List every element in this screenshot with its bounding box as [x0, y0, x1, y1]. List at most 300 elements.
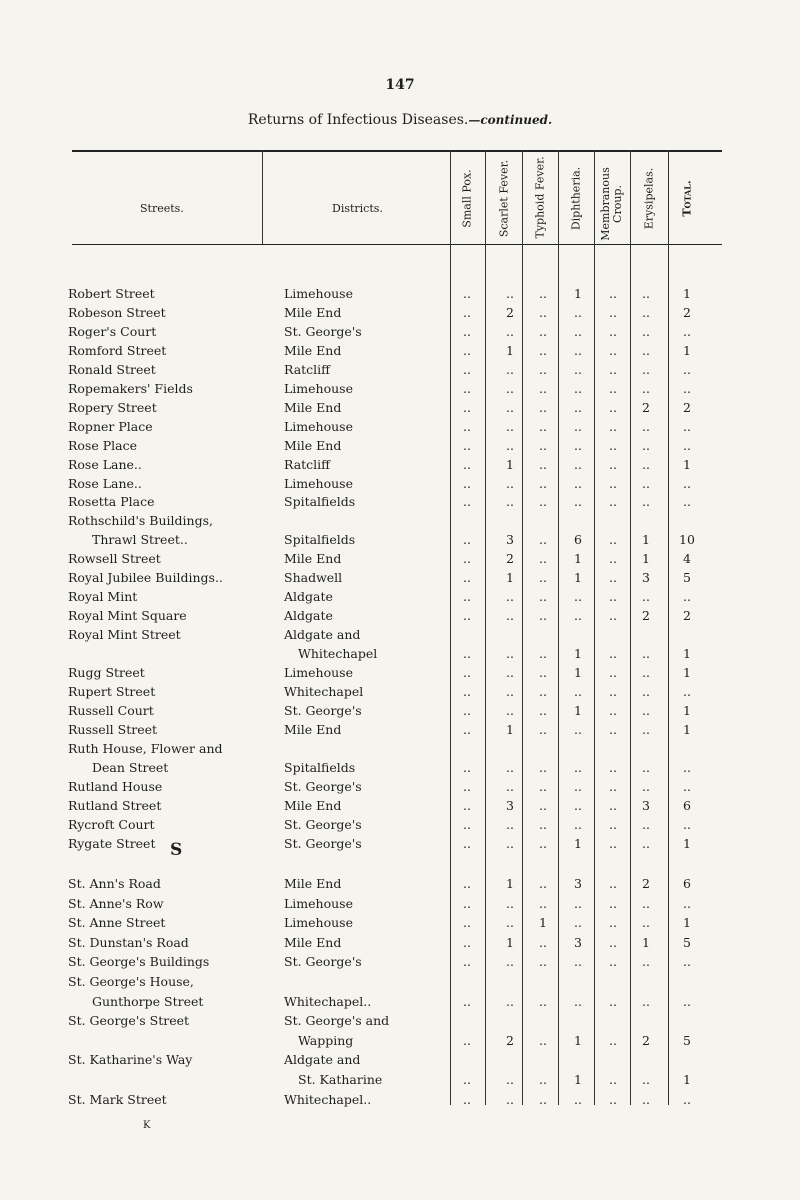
table-row	[0, 342, 800, 359]
value-cell: 4	[683, 551, 691, 567]
district-name: Limehouse	[284, 286, 353, 301]
value-cell: 1	[683, 1072, 691, 1087]
value-cell: ..	[463, 797, 471, 813]
value-cell: ..	[539, 361, 547, 377]
street-name: Ropner Place	[68, 418, 153, 434]
value-cell: ..	[683, 816, 691, 832]
value-cell: 2	[683, 399, 691, 415]
value-cell: ..	[642, 816, 650, 832]
value-cell: ..	[609, 665, 617, 680]
value-cell: 1	[506, 934, 514, 950]
value-cell: ..	[463, 702, 471, 718]
value-cell: 1	[683, 286, 691, 301]
value-cell: ..	[683, 323, 691, 339]
value-cell: ..	[539, 551, 547, 567]
value-cell: ..	[609, 494, 617, 510]
value-cell: ..	[463, 532, 471, 548]
district-name: Mile End	[284, 437, 342, 453]
value-cell: ..	[463, 475, 471, 491]
value-cell: ..	[683, 683, 691, 699]
table-row	[0, 588, 800, 605]
table-row	[0, 626, 800, 643]
value-cell: ..	[463, 876, 471, 891]
value-cell: 1	[506, 456, 514, 472]
value-cell: ..	[574, 437, 582, 453]
street-name: St. Dunstan's Road	[68, 934, 189, 950]
value-cell: 1	[574, 835, 582, 851]
street-name: Rosetta Place	[68, 494, 155, 510]
header-scarlet-fever: Scarlet Fever.	[497, 159, 511, 238]
district-name: Mile End	[284, 304, 342, 320]
value-cell: ..	[506, 589, 514, 605]
header-erysipelas: Erysipelas.	[642, 167, 656, 230]
title-text: Returns of Infectious Diseases.	[247, 112, 469, 128]
street-name: Rose Lane..	[68, 456, 142, 472]
value-cell: ..	[539, 778, 547, 794]
value-cell: ..	[574, 759, 582, 775]
value-cell: ..	[609, 835, 617, 851]
value-cell: ..	[506, 759, 514, 775]
value-cell: ..	[539, 1091, 547, 1107]
district-name: Spitalfields	[284, 532, 356, 548]
table-row	[0, 993, 800, 1010]
street-name: Robert Street	[68, 286, 155, 301]
value-cell: ..	[574, 954, 582, 970]
value-cell: 1	[506, 721, 514, 737]
district-name: St. George's	[284, 835, 362, 851]
value-cell: ..	[609, 816, 617, 832]
value-cell: ..	[609, 954, 617, 970]
table-row	[0, 664, 800, 681]
value-cell: ..	[539, 895, 547, 911]
value-cell: ..	[463, 380, 471, 396]
street-name: Ruth House, Flower and	[68, 740, 223, 756]
value-cell: ..	[642, 323, 650, 339]
value-cell: ..	[609, 1091, 617, 1107]
street-name: St. George's Street	[68, 1013, 190, 1029]
table-row	[0, 816, 800, 833]
value-cell: ..	[506, 683, 514, 699]
value-cell: ..	[642, 286, 650, 301]
table-row	[0, 1091, 800, 1108]
district-name: Whitechapel..	[284, 993, 372, 1009]
value-cell: ..	[463, 759, 471, 775]
value-cell: 1	[574, 1072, 582, 1087]
value-cell: ..	[574, 304, 582, 320]
value-cell: ..	[574, 361, 582, 377]
district-name: Mile End	[284, 934, 342, 950]
value-cell: ..	[642, 759, 650, 775]
value-cell: 1	[574, 551, 582, 567]
value-cell: ..	[609, 361, 617, 377]
header-diphtheria: Diphtheria.	[569, 166, 583, 231]
value-cell: ..	[539, 494, 547, 510]
value-cell: ..	[463, 456, 471, 472]
value-cell: 6	[683, 876, 691, 891]
value-cell: ..	[574, 778, 582, 794]
value-cell: ..	[642, 342, 650, 358]
table-row	[0, 323, 800, 340]
value-cell: ..	[642, 835, 650, 851]
district-name: Whitechapel	[284, 683, 364, 699]
value-cell: ..	[463, 954, 471, 970]
district-name: Mile End	[284, 342, 342, 358]
value-cell: ..	[574, 456, 582, 472]
value-cell: ..	[683, 475, 691, 491]
value-cell: ..	[574, 683, 582, 699]
value-cell: 2	[642, 876, 650, 891]
value-cell: ..	[683, 954, 691, 970]
value-cell: ..	[642, 683, 650, 699]
value-cell: 3	[574, 934, 582, 950]
value-cell: ..	[609, 380, 617, 396]
table-row	[0, 380, 800, 397]
district-name: Ratcliff	[284, 361, 331, 377]
value-cell: ..	[506, 418, 514, 434]
district-name: St. George's	[284, 702, 362, 718]
district-name: St. George's	[284, 778, 362, 794]
street-name: Robeson Street	[68, 304, 166, 320]
value-cell: ..	[609, 286, 617, 301]
value-cell: ..	[609, 993, 617, 1009]
value-cell: ..	[463, 665, 471, 680]
value-cell: ..	[539, 993, 547, 1009]
value-cell: ..	[539, 1072, 547, 1087]
value-cell: ..	[609, 589, 617, 605]
table-row	[0, 285, 800, 302]
district-name: Aldgate	[284, 589, 333, 605]
value-cell: 1	[506, 876, 514, 891]
value-cell: ..	[539, 835, 547, 851]
street-name: Rutland House	[68, 778, 163, 794]
value-cell: ..	[539, 702, 547, 718]
value-cell: ..	[609, 532, 617, 548]
value-cell: 10	[679, 532, 695, 548]
value-cell: ..	[506, 954, 514, 970]
district-name: Limehouse	[284, 475, 353, 491]
value-cell: ..	[539, 589, 547, 605]
table-row	[0, 607, 800, 624]
value-cell: ..	[609, 323, 617, 339]
value-cell: ..	[539, 721, 547, 737]
value-cell: ..	[463, 608, 471, 624]
value-cell: ..	[609, 646, 617, 662]
value-cell: ..	[642, 361, 650, 377]
table-row	[0, 550, 800, 567]
value-cell: 2	[642, 399, 650, 415]
value-cell: ..	[506, 702, 514, 718]
value-cell: ..	[642, 437, 650, 453]
value-cell: ..	[463, 437, 471, 453]
table-row	[0, 1032, 800, 1049]
value-cell: ..	[609, 608, 617, 624]
value-cell: ..	[539, 816, 547, 832]
street-name: Romford Street	[68, 342, 167, 358]
street-name: Rowsell Street	[68, 551, 161, 567]
value-cell: ..	[574, 608, 582, 624]
value-cell: 5	[683, 1032, 691, 1048]
header-typhoid-fever: Typhoid Fever.	[533, 156, 547, 239]
value-cell: ..	[609, 399, 617, 415]
value-cell: ..	[463, 1072, 471, 1087]
section-letter: S	[170, 840, 183, 860]
value-cell: ..	[463, 323, 471, 339]
value-cell: 1	[574, 665, 582, 680]
street-name: Rothschild's Buildings,	[68, 513, 213, 529]
street-name: St. George's House,	[68, 974, 194, 989]
table-row	[0, 721, 800, 738]
value-cell: ..	[539, 304, 547, 320]
district-name: Spitalfields	[284, 759, 356, 775]
value-cell: ..	[642, 1072, 650, 1087]
street-name: Gunthorpe Street	[92, 993, 204, 1009]
header-streets: Streets.	[140, 202, 184, 215]
value-cell: ..	[539, 286, 547, 301]
value-cell: ..	[683, 778, 691, 794]
value-cell: ..	[463, 993, 471, 1009]
value-cell: ..	[506, 608, 514, 624]
street-name: Royal Jubilee Buildings..	[68, 570, 223, 586]
value-cell: ..	[642, 418, 650, 434]
value-cell: ..	[506, 665, 514, 680]
district-name: Mile End	[284, 797, 342, 813]
value-cell: 6	[683, 797, 691, 813]
district-name: St. George's and	[284, 1013, 390, 1029]
value-cell: ..	[463, 721, 471, 737]
value-cell: ..	[609, 759, 617, 775]
value-cell: 3	[642, 797, 650, 813]
value-cell: 1	[683, 721, 691, 737]
value-cell: 1	[683, 646, 691, 662]
value-cell: ..	[506, 437, 514, 453]
value-cell: ..	[574, 418, 582, 434]
value-cell: ..	[539, 342, 547, 358]
district-name: Wapping	[298, 1032, 354, 1048]
street-name: Thrawl Street..	[92, 532, 188, 548]
value-cell: ..	[506, 380, 514, 396]
value-cell: ..	[609, 683, 617, 699]
value-cell: ..	[574, 721, 582, 737]
value-cell: ..	[609, 721, 617, 737]
district-name: Mile End	[284, 399, 342, 415]
value-cell: ..	[574, 797, 582, 813]
value-cell: ..	[539, 323, 547, 339]
value-cell: ..	[609, 702, 617, 718]
table-row	[0, 1012, 800, 1029]
street-name: Royal Mint	[68, 589, 138, 605]
value-cell: ..	[506, 835, 514, 851]
value-cell: ..	[506, 915, 514, 931]
table-row	[0, 1051, 800, 1068]
value-cell: ..	[683, 1091, 691, 1107]
value-cell: 1	[642, 934, 650, 950]
value-cell: 1	[574, 1032, 582, 1048]
table-row	[0, 740, 800, 757]
district-name: Mile End	[284, 721, 342, 737]
value-cell: 2	[683, 608, 691, 624]
value-cell: ..	[609, 915, 617, 931]
value-cell: ..	[609, 418, 617, 434]
value-cell: ..	[463, 1032, 471, 1048]
street-name: St. Mark Street	[68, 1091, 167, 1107]
value-cell: ..	[539, 759, 547, 775]
value-cell: 2	[506, 304, 514, 320]
value-cell: 1	[642, 551, 650, 567]
street-name: Rupert Street	[68, 683, 156, 699]
value-cell: ..	[574, 993, 582, 1009]
value-cell: ..	[609, 934, 617, 950]
street-name: Royal Mint Square	[68, 608, 187, 624]
value-cell: 3	[642, 570, 650, 586]
value-cell: ..	[463, 551, 471, 567]
table-row	[0, 683, 800, 700]
value-cell: ..	[463, 778, 471, 794]
value-cell: ..	[539, 797, 547, 813]
value-cell: ..	[683, 437, 691, 453]
value-cell: ..	[506, 475, 514, 491]
value-cell: ..	[463, 361, 471, 377]
value-cell: ..	[506, 895, 514, 911]
value-cell: ..	[642, 721, 650, 737]
district-name: Aldgate and	[284, 627, 361, 643]
value-cell: ..	[574, 399, 582, 415]
value-cell: ..	[463, 915, 471, 931]
header-total: Total.	[680, 180, 694, 217]
street-name: Ropemakers' Fields	[68, 380, 193, 396]
value-cell: ..	[539, 380, 547, 396]
value-cell: ..	[506, 993, 514, 1009]
street-name: Ropery Street	[68, 399, 157, 415]
value-cell: ..	[642, 494, 650, 510]
value-cell: ..	[642, 702, 650, 718]
value-cell: ..	[574, 475, 582, 491]
street-name: St. Katharine's Way	[68, 1052, 193, 1068]
value-cell: ..	[574, 380, 582, 396]
value-cell: 1	[506, 342, 514, 358]
district-name: Aldgate and	[284, 1052, 361, 1068]
street-name: Rutland Street	[68, 797, 162, 813]
value-cell: ..	[506, 361, 514, 377]
value-cell: ..	[539, 608, 547, 624]
value-cell: ..	[463, 399, 471, 415]
value-cell: ..	[609, 342, 617, 358]
street-name: Rugg Street	[68, 665, 145, 680]
table-row	[0, 437, 800, 454]
value-cell: ..	[574, 342, 582, 358]
value-cell: ..	[463, 494, 471, 510]
value-cell: 2	[506, 551, 514, 567]
district-name: Whitechapel	[298, 646, 378, 662]
value-cell: ..	[609, 797, 617, 813]
value-cell: ..	[609, 551, 617, 567]
table-row	[0, 934, 800, 951]
street-name: St. Anne's Row	[68, 895, 164, 911]
district-name: Spitalfields	[284, 494, 356, 510]
district-name: Limehouse	[284, 915, 353, 931]
value-cell: ..	[609, 876, 617, 891]
value-cell: ..	[642, 304, 650, 320]
value-cell: ..	[642, 778, 650, 794]
value-cell: ..	[683, 759, 691, 775]
district-name: St. George's	[284, 954, 362, 970]
street-name: Russell Court	[68, 702, 154, 718]
value-cell: ..	[683, 993, 691, 1009]
value-cell: ..	[574, 589, 582, 605]
table-row	[0, 456, 800, 473]
value-cell: ..	[609, 456, 617, 472]
value-cell: ..	[506, 323, 514, 339]
street-name: St. Anne Street	[68, 915, 166, 931]
value-cell: ..	[463, 304, 471, 320]
table-row	[0, 399, 800, 416]
value-cell: ..	[574, 323, 582, 339]
district-name: Shadwell	[284, 570, 343, 586]
table-row	[0, 493, 800, 510]
value-cell: 1	[642, 532, 650, 548]
value-cell: ..	[463, 646, 471, 662]
street-name: Russell Street	[68, 721, 158, 737]
district-name: Limehouse	[284, 665, 353, 680]
value-cell: ..	[539, 570, 547, 586]
value-cell: 5	[683, 570, 691, 586]
district-name: Mile End	[284, 551, 342, 567]
value-cell: ..	[463, 286, 471, 301]
value-cell: ..	[683, 380, 691, 396]
value-cell: ..	[539, 876, 547, 891]
value-cell: ..	[539, 399, 547, 415]
value-cell: ..	[683, 361, 691, 377]
value-cell: ..	[539, 665, 547, 680]
value-cell: ..	[609, 570, 617, 586]
district-name: Aldgate	[284, 608, 333, 624]
value-cell: ..	[506, 1091, 514, 1107]
table-top-rule	[72, 150, 722, 152]
value-cell: ..	[642, 665, 650, 680]
street-name: Rose Lane..	[68, 475, 142, 491]
value-cell: 1	[683, 835, 691, 851]
table-row	[0, 475, 800, 492]
value-cell: ..	[506, 646, 514, 662]
value-cell: ..	[463, 589, 471, 605]
value-cell: ..	[609, 475, 617, 491]
value-cell: ..	[683, 418, 691, 434]
table-row	[0, 835, 800, 852]
header-membranous-croup: Membranous Croup.	[599, 167, 624, 241]
table-row	[0, 797, 800, 814]
table-row	[0, 645, 800, 662]
value-cell: ..	[539, 418, 547, 434]
value-cell: ..	[463, 683, 471, 699]
value-cell: 3	[506, 797, 514, 813]
value-cell: 1	[683, 342, 691, 358]
value-cell: ..	[463, 835, 471, 851]
value-cell: ..	[463, 570, 471, 586]
value-cell: ..	[609, 1072, 617, 1087]
value-cell: ..	[463, 342, 471, 358]
page-number: 147	[385, 77, 415, 93]
value-cell: ..	[642, 1091, 650, 1107]
value-cell: ..	[506, 286, 514, 301]
value-cell: ..	[539, 475, 547, 491]
value-cell: ..	[642, 475, 650, 491]
street-name: St. George's Buildings	[68, 954, 210, 970]
value-cell: ..	[539, 532, 547, 548]
value-cell: ..	[574, 494, 582, 510]
district-name: Limehouse	[284, 380, 353, 396]
value-cell: 1	[683, 456, 691, 472]
street-name: Rygate Street	[68, 835, 156, 851]
value-cell: ..	[609, 304, 617, 320]
